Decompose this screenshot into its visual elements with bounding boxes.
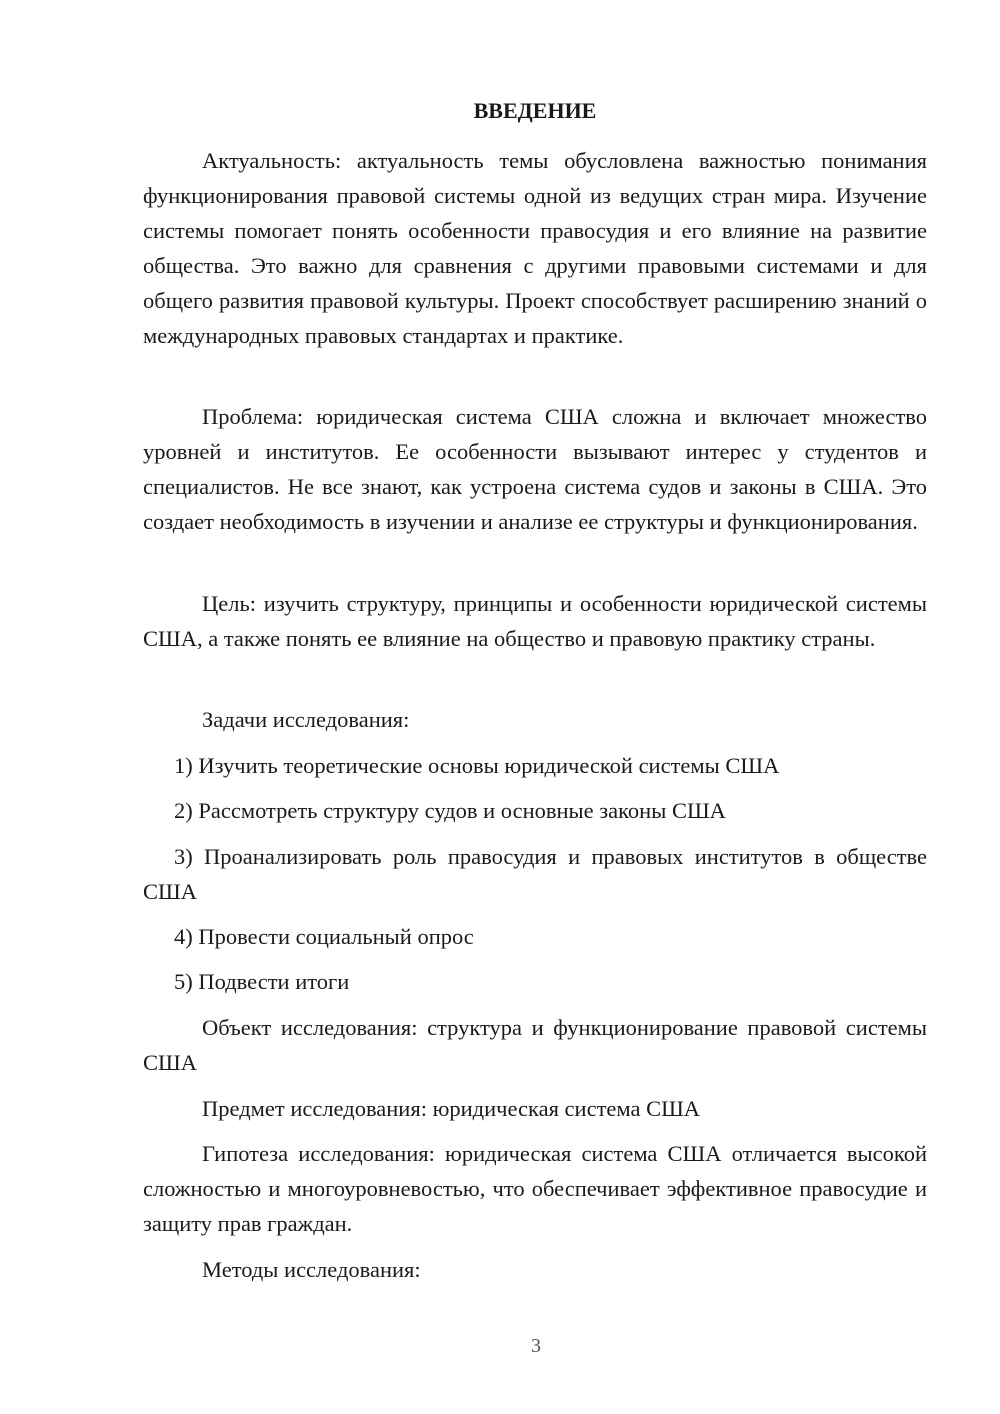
- list-item-task-4: 4) Провести социальный опрос: [174, 924, 474, 949]
- paragraph-tasks-heading: Задачи исследования:: [202, 707, 410, 732]
- list-item-task-3: 3) Проанализировать роль правосудия и правовых институтов в обществе США: [143, 844, 927, 904]
- list-item-task-5: 5) Подвести итоги: [174, 969, 350, 994]
- paragraph-methods-heading: Методы исследования:: [202, 1257, 421, 1282]
- paragraph-problem: Проблема: юридическая система США сложна и включает множество уровней и институтов. Ее особенности вызывают интерес у студентов и специалистов. Не все знают, как устроена система судов и законы в США. Это создает необходимость в изучении и анализе ее структуры и функционирования.: [143, 404, 927, 534]
- list-item-task-2: 2) Рассмотреть структуру судов и основные законы США: [174, 798, 726, 823]
- paragraph-goal: Цель: изучить структуру, принципы и особенности юридической системы США, а также понять ее влияние на общество и правовую практику страны.: [143, 591, 927, 651]
- page-number: 3: [531, 1335, 541, 1357]
- paragraph-relevance: Актуальность: актуальность темы обусловлена важностью понимания функционирования правовой системы одной из ведущих стран мира. Изучение системы помогает понять особенности правосудия и его влияние на развитие общества. Это важно для сравнения с другими правовыми системами и для общего развития правовой культуры. Проект способствует расширению знаний о международных правовых стандартах и практике.: [143, 148, 927, 348]
- page-title: ВВЕДЕНИЕ: [473, 98, 597, 123]
- paragraph-subject: Предмет исследования: юридическая система США: [202, 1096, 701, 1121]
- paragraph-object: Объект исследования: структура и функционирование правовой системы США: [143, 1015, 927, 1075]
- paragraph-hypothesis: Гипотеза исследования: юридическая система США отличается высокой сложностью и многоуровневостью, что обеспечивает эффективное правосудие и защиту прав граждан.: [143, 1141, 927, 1236]
- list-item-task-1: 1) Изучить теоретические основы юридической системы США: [174, 753, 780, 778]
